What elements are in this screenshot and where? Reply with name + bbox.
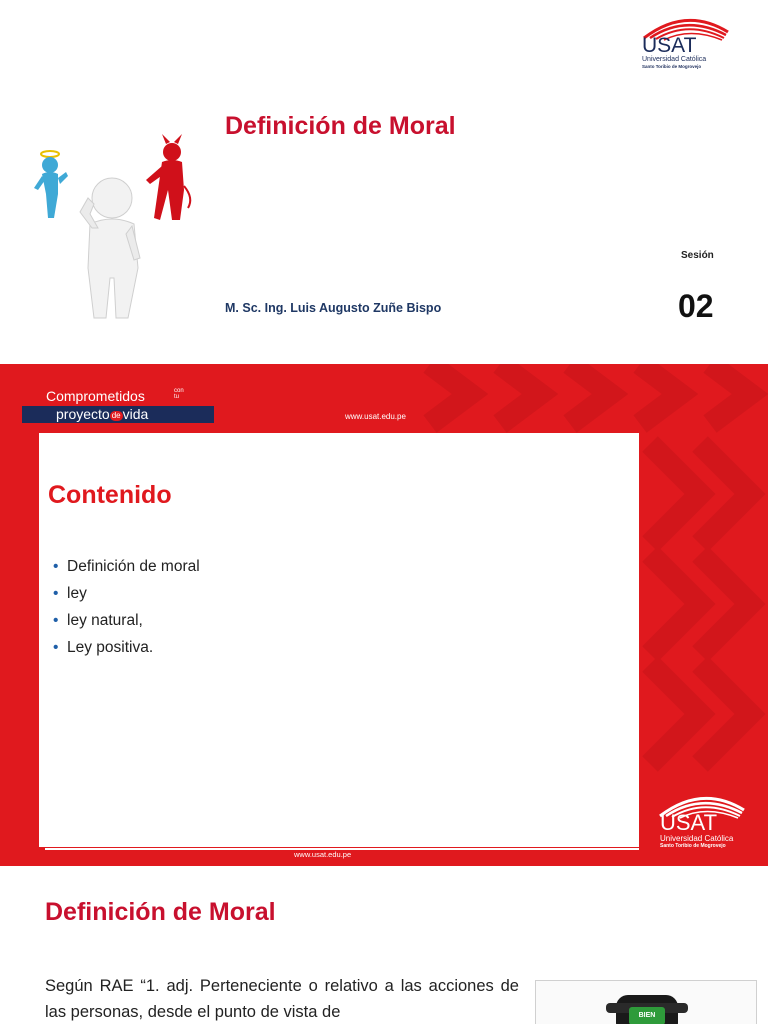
list-item [53,607,200,634]
bullet: • [53,612,59,629]
usat-logo-line1: Universidad Católica [660,834,734,843]
slogan-tu: tu [174,394,180,400]
slogan-con-tu [174,388,184,400]
slogan-line2 [56,406,148,423]
thinking-person-icon [80,178,140,318]
author-name: M. Sc. Ing. Luis Augusto Zuñe Bispo [225,301,442,315]
bullet: • [53,639,59,656]
usat-logo-line1: Universidad Católica [642,56,707,63]
usat-logo-word: USAT [660,810,718,835]
definition-slide [0,868,768,1024]
usat-logo-line2: Santo Toribio de Mogrovejo [660,843,726,849]
list-item [53,553,200,580]
slogan-de: de [111,411,121,420]
session-number: 02 [678,288,714,324]
list-item-label: Ley positiva. [67,639,154,656]
website-link-top[interactable]: www.usat.edu.pe [345,412,406,421]
devil-figure-icon [146,134,190,220]
website-link-bottom[interactable]: www.usat.edu.pe [294,850,352,859]
moral-dilemma-illustration [28,128,198,323]
good-evil-image [535,980,757,1024]
session-label: Sesión [681,250,714,261]
definition-text: Según RAE “1. adj. Perteneciente o relativo a las acciones de las personas, desde el punto de vista de [45,977,519,1021]
slogan-vida: vida [122,406,149,422]
content-panel [39,433,639,847]
bullet: • [53,585,59,602]
list-item [53,580,200,607]
list-item [53,634,200,661]
section-title: Contenido [48,481,172,509]
slogan-line1: Comprometidos [46,388,145,404]
page-title: Definición de Moral [225,112,456,140]
usat-logo-line2: Santo Toribio de Mogrovejo [642,64,702,69]
slogan-con: con [174,388,184,394]
usat-logo [640,12,732,70]
contents-list [53,553,200,661]
section-title: Definición de Moral [45,898,276,926]
list-item-label: ley natural, [67,612,143,629]
slogan-proyecto: proyecto [56,406,110,422]
title-slide [0,0,768,362]
list-item-label: ley [67,585,87,602]
usat-logo-word: USAT [642,34,697,57]
angel-figure-icon [34,151,68,218]
list-item-label: Definición de moral [67,558,200,575]
bullet: • [53,558,59,575]
slogan-logo [22,388,214,424]
bien-badge: BIEN [629,1007,665,1024]
contents-slide [0,364,768,866]
usat-logo-white [650,784,760,854]
